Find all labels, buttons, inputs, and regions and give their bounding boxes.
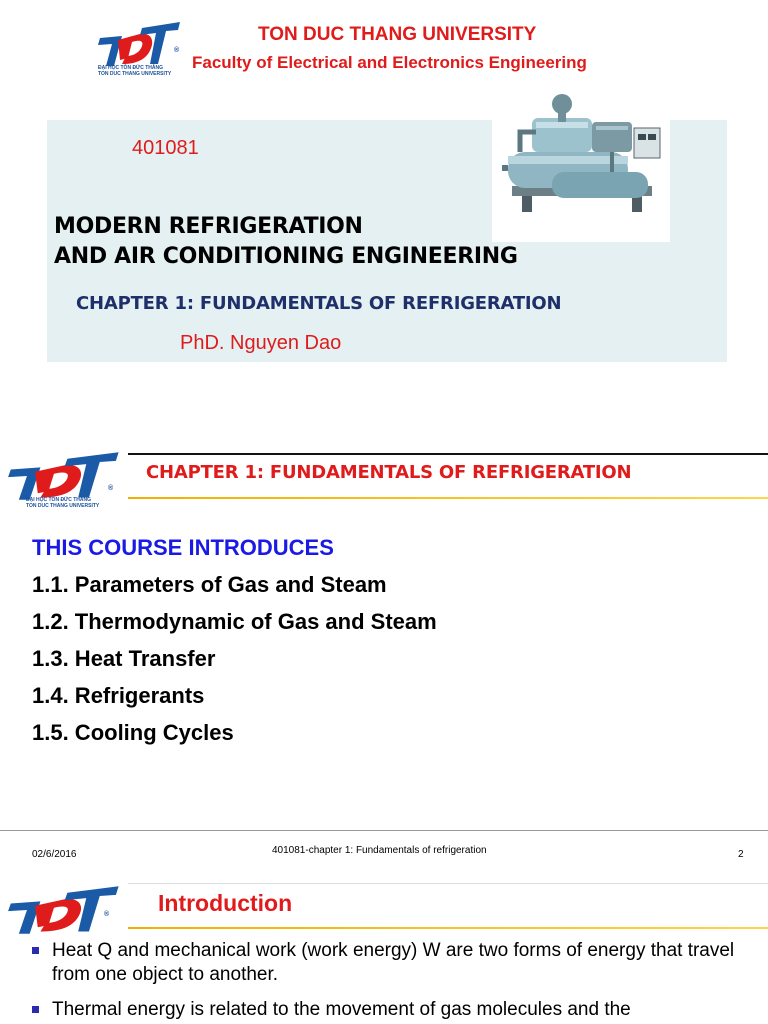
- topic-item: 1.3. Heat Transfer: [32, 646, 216, 671]
- course-intro-heading: THIS COURSE INTRODUCES: [32, 535, 334, 560]
- slide2-chapter-title: CHAPTER 1: FUNDAMENTALS OF REFRIGERATION: [146, 462, 632, 483]
- topic-item: 1.1. Parameters of Gas and Steam: [32, 572, 387, 597]
- bullet-text: Thermal energy is related to the movement of gas molecules and the: [52, 999, 631, 1020]
- bullet-square-icon: [32, 1006, 39, 1013]
- university-name: TON DUC THANG UNIVERSITY: [258, 24, 537, 45]
- topic-item: 1.5. Cooling Cycles: [32, 720, 234, 745]
- bullet-item: [32, 998, 762, 1024]
- bullet-text: Heat Q and mechanical work (work energy) W are two forms of energy that travel from one object to another.: [52, 940, 735, 985]
- tdt-logo-icon: [0, 448, 124, 504]
- tdt-logo-icon: [0, 882, 124, 938]
- topic-item: 1.2. Thermodynamic of Gas and Steam: [32, 609, 437, 634]
- topic-item: 1.4. Refrigerants: [32, 683, 205, 708]
- logo-registered: ®: [104, 911, 110, 918]
- header-rule-top: [128, 453, 768, 455]
- logo-subtitle-1: ĐẠI HỌC TÔN ĐỨC THẮNG: [26, 497, 91, 503]
- header-rule-bottom: [128, 497, 768, 499]
- course-title-line-1: MODERN REFRIGERATION: [54, 214, 363, 239]
- footer-date: 02/6/2016: [32, 849, 77, 860]
- footer-page-number: 2: [738, 849, 744, 860]
- logo-registered: ®: [108, 485, 114, 492]
- logo-subtitle-2: TON DUC THANG UNIVERSITY: [26, 503, 100, 509]
- course-title-line-2: AND AIR CONDITIONING ENGINEERING: [54, 244, 518, 269]
- footer-title: 401081-chapter 1: Fundamentals of refrigeration: [272, 845, 487, 856]
- logo-subtitle-2: TON DUC THANG UNIVERSITY: [98, 71, 172, 77]
- author-name: PhD. Nguyen Dao: [180, 332, 342, 354]
- tdt-logo-icon: [92, 18, 184, 70]
- compressor-illustration-icon: [492, 82, 670, 242]
- logo-subtitle-1: ĐẠI HỌC TÔN ĐỨC THẮNG: [98, 65, 163, 71]
- slide3-rule-bottom: [128, 927, 768, 929]
- chapter-subtitle: CHAPTER 1: FUNDAMENTALS OF REFRIGERATION: [76, 293, 562, 314]
- slide3-rule-top: [128, 883, 768, 884]
- tdt-logo-slide2: [0, 448, 124, 510]
- tdt-logo-slide3: [0, 882, 124, 940]
- faculty-name: Faculty of Electrical and Electronics Engineering: [192, 53, 587, 72]
- bullet-item: [32, 939, 762, 987]
- logo-registered: ®: [174, 47, 180, 54]
- bullet-square-icon: [32, 947, 39, 954]
- course-code: 401081: [132, 137, 199, 159]
- footer-divider: [0, 830, 768, 831]
- introduction-title: Introduction: [158, 890, 293, 916]
- course-title: [54, 212, 518, 272]
- refrigeration-machine-image: [492, 82, 670, 242]
- tdt-logo: [92, 18, 184, 78]
